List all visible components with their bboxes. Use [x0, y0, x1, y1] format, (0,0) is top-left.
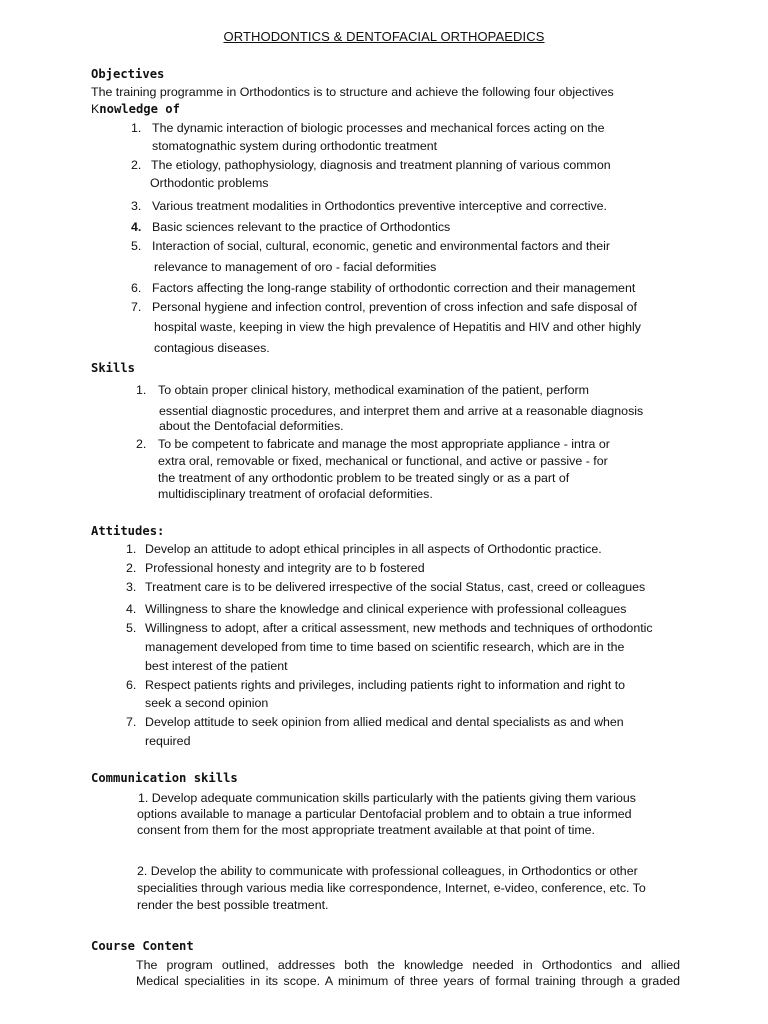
objective-text: Personal hygiene and infection control, prevention of cross infection and safe disposal of: [152, 300, 637, 314]
communication-text: specialities through various media like correspondence, Internet, e-video, conference, etc. To: [137, 881, 646, 895]
attitude-text: Develop attitude to seek opinion from allied medical and dental specialists as and when: [145, 715, 624, 729]
objective-number: 6.: [131, 281, 142, 295]
attitude-number: 4.: [126, 602, 137, 616]
skill-text: To obtain proper clinical history, methodical examination of the patient, perform: [158, 383, 589, 397]
page-title: ORTHODONTICS & DENTOFACIAL ORTHOPAEDICS: [223, 29, 545, 44]
skill-text: about the Dentofacial deformities.: [159, 419, 344, 433]
knowledge-rest: nowledge of: [99, 102, 180, 116]
objective-text: Interaction of social, cultural, economic, genetic and environmental factors and their: [152, 239, 611, 253]
objectives-heading: Objectives: [91, 67, 165, 81]
attitude-text: Develop an attitude to adopt ethical principles in all aspects of Orthodontic practice.: [145, 542, 602, 556]
attitude-number: 5.: [126, 621, 137, 635]
objective-text: Orthodontic problems: [150, 176, 269, 190]
objective-text: hospital waste, keeping in view the high prevalence of Hepatitis and HIV and other highly: [154, 320, 641, 334]
attitude-number: 7.: [126, 715, 137, 729]
communication-text: 1. Develop adequate communication skills particularly with the patients giving them various: [138, 791, 636, 805]
skill-text: extra oral, removable or fixed, mechanical or functional, and active or passive - for: [158, 454, 608, 468]
communication-text: render the best possible treatment.: [137, 898, 329, 912]
attitudes-heading: Attitudes:: [91, 524, 165, 538]
objective-number: 1.: [131, 121, 142, 135]
objective-text: The etiology, pathophysiology, diagnosis and treatment planning of various common: [151, 158, 611, 172]
course-content-text: The program outlined, addresses both the knowledge needed in Orthodontics and allied: [136, 958, 680, 972]
communication-text: options available to manage a particular Dentofacial problem and to obtain a true informed: [137, 807, 632, 821]
objective-number: 5.: [131, 239, 142, 253]
attitude-text: Willingness to share the knowledge and clinical experience with professional colleagues: [145, 602, 627, 616]
skill-number: 2.: [136, 437, 147, 451]
attitude-text: management developed from time to time based on scientific research, which are in the: [145, 640, 625, 654]
attitude-text: Respect patients rights and privileges, including patients right to information and right to: [145, 678, 626, 692]
knowledge-prefix: K: [91, 102, 100, 116]
skill-text: multidisciplinary treatment of orofacial deformities.: [158, 487, 433, 501]
objective-number: 4.: [131, 220, 142, 234]
attitude-number: 6.: [126, 678, 137, 692]
attitude-text: seek a second opinion: [145, 696, 269, 710]
skill-number: 1.: [136, 383, 147, 397]
objective-text: relevance to management of oro - facial deformities: [154, 260, 437, 274]
course-content-text: Medical specialities in its scope. A minimum of three years of formal training through a graded: [136, 974, 680, 988]
objective-number: 3.: [131, 199, 142, 213]
attitude-number: 1.: [126, 542, 137, 556]
attitude-text: Willingness to adopt, after a critical assessment, new methods and techniques of orthodontic: [145, 621, 653, 635]
skill-text: To be competent to fabricate and manage the most appropriate appliance - intra or: [158, 437, 610, 451]
knowledge-of-label: [91, 101, 180, 117]
communication-text: 2. Develop the ability to communicate with professional colleagues, in Orthodontics or other: [137, 864, 638, 878]
attitude-text: Professional honesty and integrity are to b fostered: [145, 561, 425, 575]
objective-text: stomatognathic system during orthodontic treatment: [152, 139, 438, 153]
communication-text: consent from them for the most appropriate treatment available at that point of time.: [137, 823, 595, 837]
objective-text: contagious diseases.: [154, 341, 270, 355]
attitude-text: Treatment care is to be delivered irrespective of the social Status, cast, creed or colleagues: [145, 580, 646, 594]
objective-number: 2.: [131, 158, 142, 172]
objectives-intro: The training programme in Orthodontics is to structure and achieve the following four objectives: [91, 85, 614, 99]
objective-text: The dynamic interaction of biologic processes and mechanical forces acting on the: [152, 121, 605, 135]
objective-number: 7.: [131, 300, 142, 314]
skills-heading: Skills: [91, 361, 136, 375]
objective-text: Factors affecting the long-range stability of orthodontic correction and their management: [152, 281, 636, 295]
objective-text: Various treatment modalities in Orthodontics preventive interceptive and corrective.: [152, 199, 607, 213]
objective-text: Basic sciences relevant to the practice of Orthodontics: [152, 220, 451, 234]
attitude-number: 2.: [126, 561, 137, 575]
communication-heading: Communication skills: [91, 771, 238, 785]
skill-text: essential diagnostic procedures, and interpret them and arrive at a reasonable diagnosis: [159, 404, 644, 418]
attitude-text: best interest of the patient: [145, 659, 288, 673]
attitude-text: required: [145, 734, 191, 748]
skill-text: the treatment of any orthodontic problem to be treated singly or as a part of: [158, 471, 570, 485]
course-content-heading: Course Content: [91, 939, 194, 953]
attitude-number: 3.: [126, 580, 137, 594]
